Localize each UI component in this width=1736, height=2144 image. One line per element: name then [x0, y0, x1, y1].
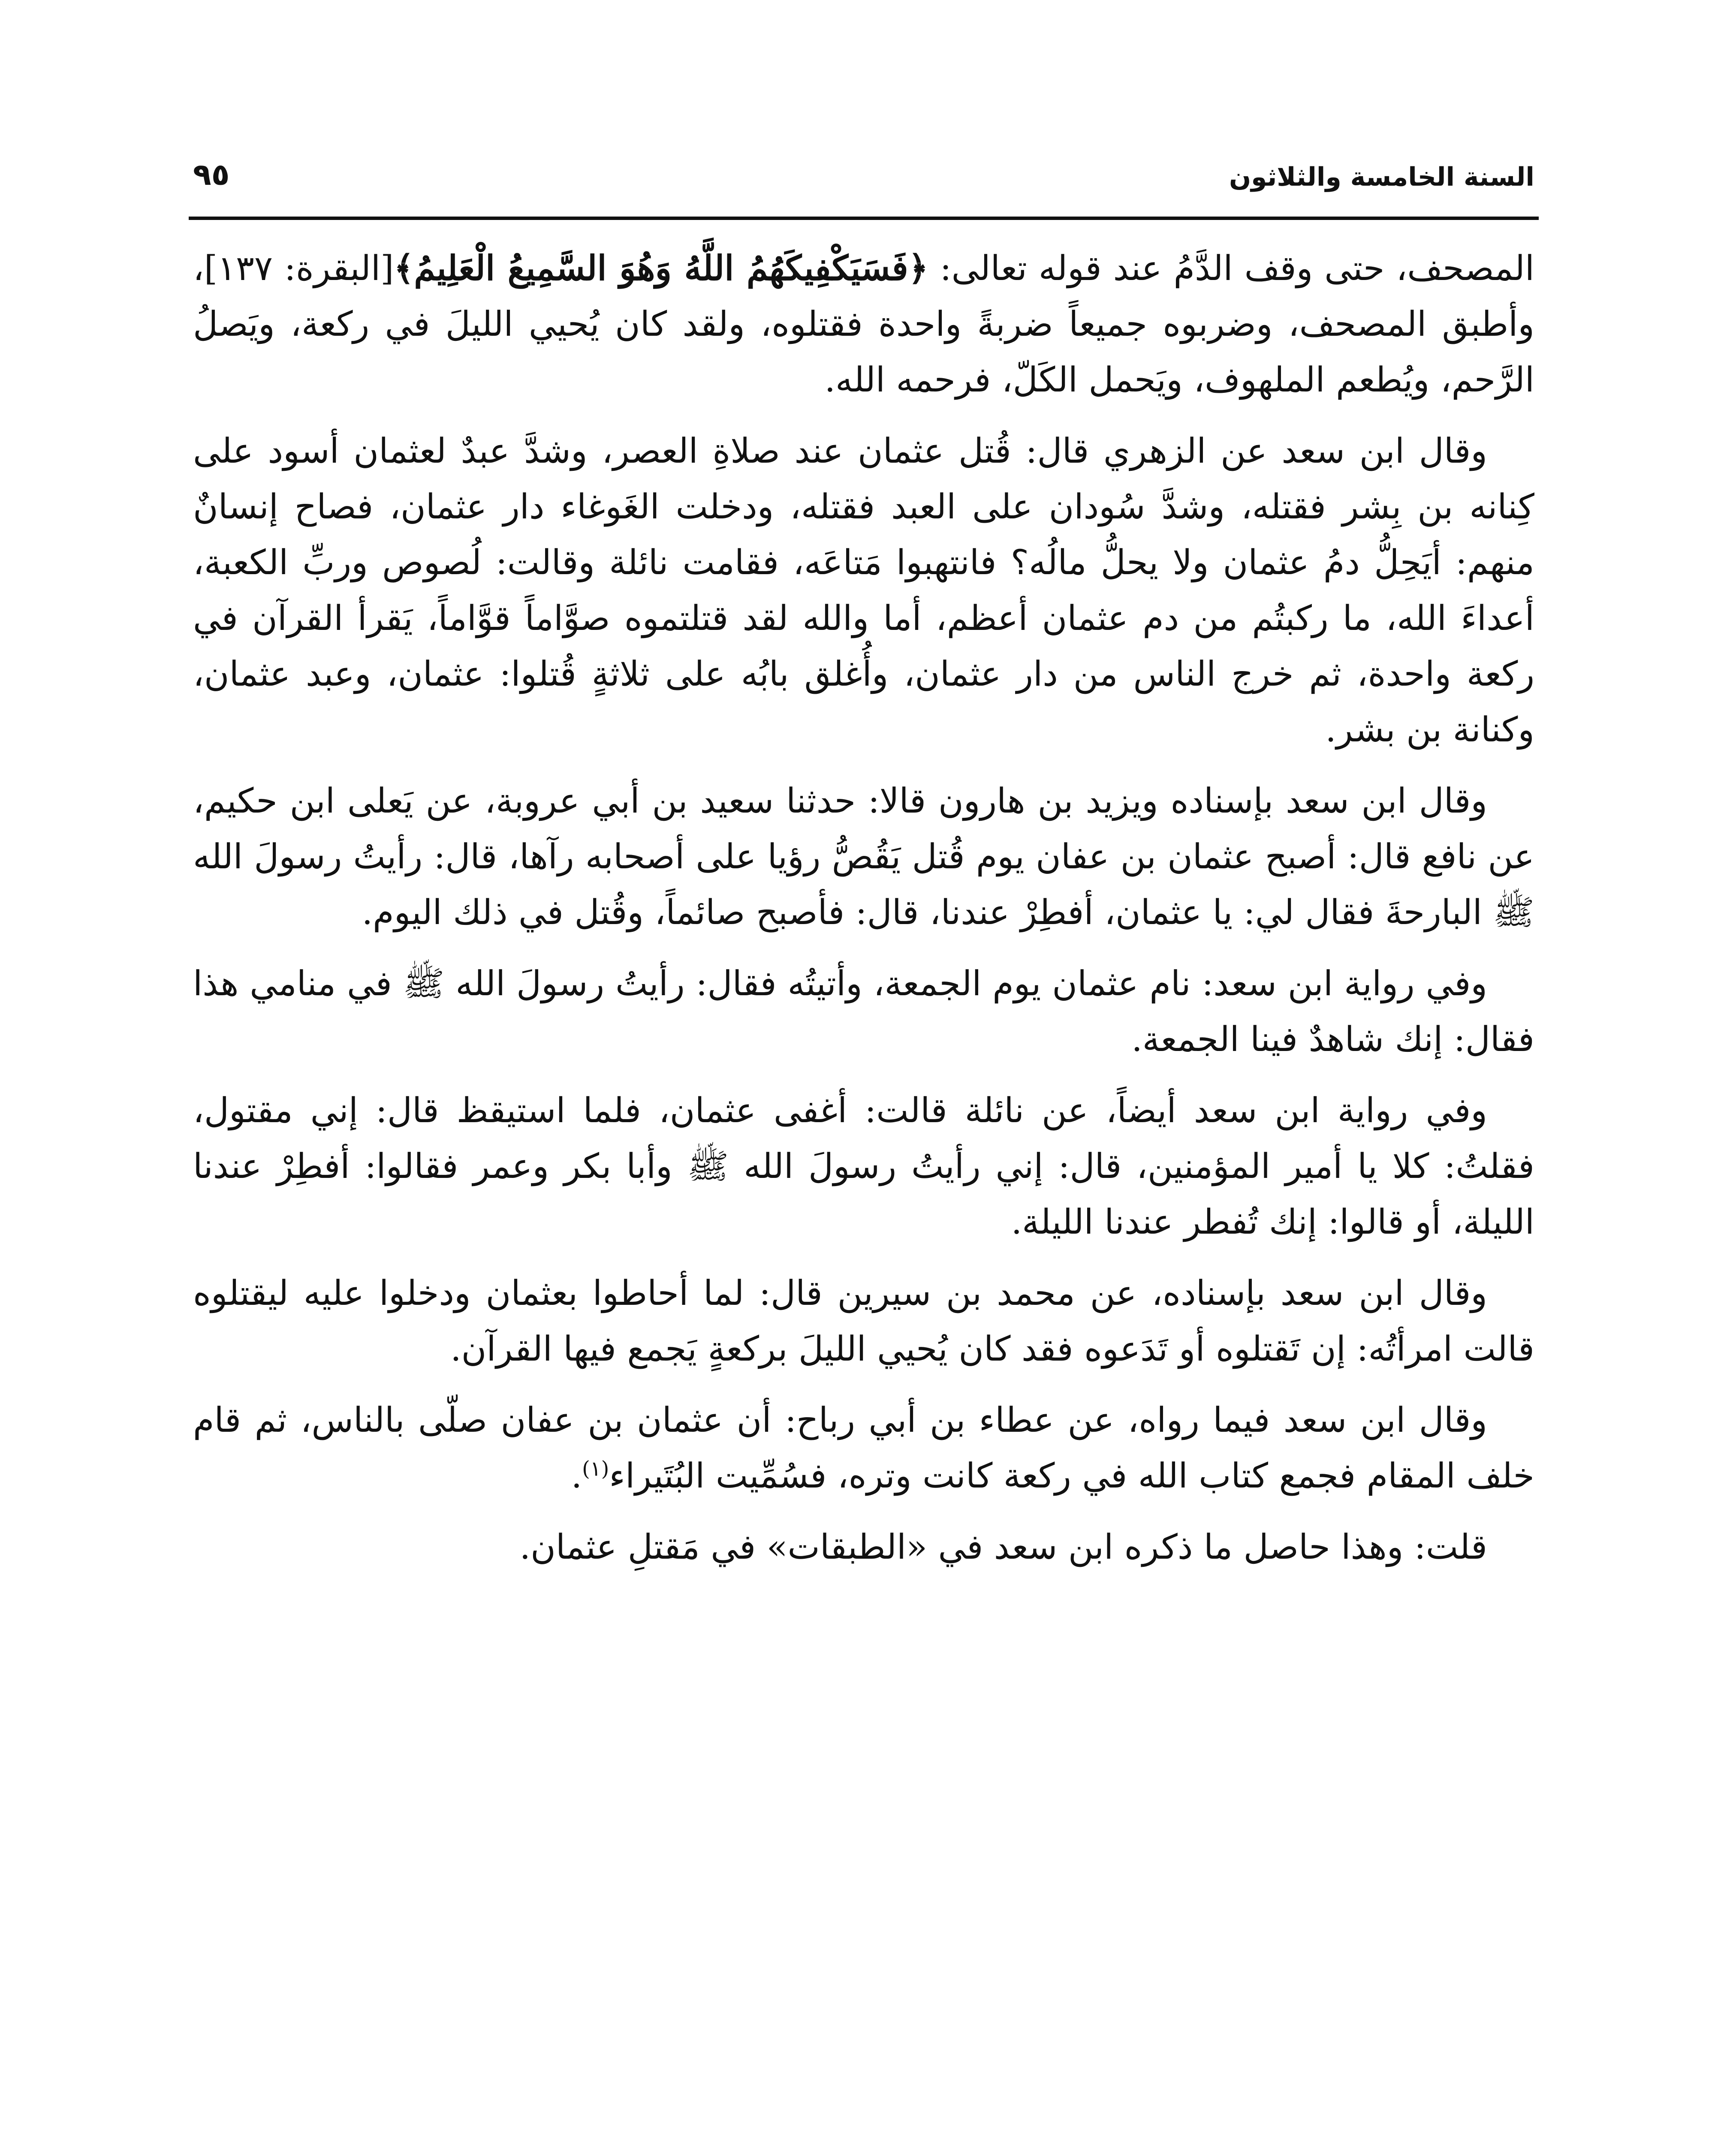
paragraph-8: قلت: وهذا حاصل ما ذكره ابن سعد في «الطبقات» في مَقتلِ عثمان. [519, 1527, 1487, 1567]
paragraph-1-text-a: المصحف، حتى وقف الدَّمُ عند قوله تعالى: [928, 248, 1534, 288]
quran-verse: ﴿فَسَيَكْفِيكَهُمُ اللَّهُ وَهُوَ السَّمِيعُ الْعَلِيمُ﴾ [394, 248, 928, 288]
header-rule [189, 217, 1539, 220]
paragraph-6: وقال ابن سعد بإسناده، عن محمد بن سيرين قال: لما أحاطوا بعثمان ودخلوا عليه ليقتلوه قالت امرأتُه: إن تَقتلوه أو تَدَعوه فقد كان يُحيي الليلَ بركعةٍ يَجمع فيها القرآن. [193, 1273, 1534, 1369]
footnote-reference[interactable]: (١) [582, 1457, 609, 1481]
running-title: السنة الخامسة والثلاثون [1229, 162, 1534, 192]
paragraph-7-text: وقال ابن سعد فيما رواه، عن عطاء بن أبي رباح: أن عثمان بن عفان صلّى بالناس، ثم قام خلف المقام فجمع كتاب الله في ركعة كانت وتره، فسُمِّيت البُتَيراء [193, 1400, 1534, 1496]
main-text [193, 240, 1534, 1590]
page-number: ٩٥ [193, 157, 230, 192]
paragraph-5: وفي رواية ابن سعد أيضاً، عن نائلة قالت: أغفى عثمان، فلما استيقظ قال: إني مقتول، فقلتُ: كلا يا أمير المؤمنين، قال: إني رأيتُ رسولَ الله ﷺ وأبا بكر وعمر فقالوا: أفطِرْ عندنا الليلة، أو قالوا: إنك تُفطر عندنا الليلة. [193, 1090, 1534, 1242]
paragraph-1 [193, 240, 1534, 408]
paragraph-7 [193, 1392, 1534, 1504]
paragraph-7-end: . [571, 1456, 582, 1496]
paragraph-2: وقال ابن سعد عن الزهري قال: قُتل عثمان عند صلاةِ العصر، وشدَّ عبدٌ لعثمان أسود على كِنانه بن بِشر فقتله، وشدَّ سُودان على العبد فقتله، ودخلت الغَوغاء دار عثمان، فصاح إنسانٌ منهم: أيَحِلُّ دمُ عثمان ولا يحلُّ مالُه؟ فانتهبوا مَتاعَه، فقامت نائلة وقالت: لُصوص وربِّ الكعبة، أعداءَ الله، ما ركبتُم من دم عثمان أعظم، أما والله لقد قتلتموه صوَّاماً قوَّاماً، يَقرأ القرآن في ركعة واحدة، ثم خرج الناس من دار عثمان، وأُغلق بابُه على ثلاثةٍ قُتلوا: عثمان، وعبد عثمان، وكنانة بن بشر. [193, 431, 1534, 750]
paragraph-4: وفي رواية ابن سعد: نام عثمان يوم الجمعة، وأتيتُه فقال: رأيتُ رسولَ الله ﷺ في منامي هذا فقال: إنك شاهدٌ فينا الجمعة. [193, 964, 1534, 1059]
paragraph-1-text-b: [البقرة: ١٣٧]، وأطبق المصحف، وضربوه جميعاً ضربةً واحدة فقتلوه، ولقد كان يُحيي الليلَ في ركعة، ويَصلُ الرَّحم، ويُطعم الملهوف، ويَحمل الكَلّ، فرحمه الله. [193, 248, 1534, 400]
running-header [193, 136, 1534, 192]
paragraph-3: وقال ابن سعد بإسناده ويزيد بن هارون قالا: حدثنا سعيد بن أبي عروبة، عن يَعلى ابن حكيم، عن نافع قال: أصبح عثمان بن عفان يوم قُتل يَقُصُّ رؤيا على أصحابه رآها، قال: رأيتُ رسولَ الله ﷺ البارحةَ فقال لي: يا عثمان، أفطِرْ عندنا، قال: فأصبح صائماً، وقُتل في ذلك اليوم. [193, 781, 1534, 932]
